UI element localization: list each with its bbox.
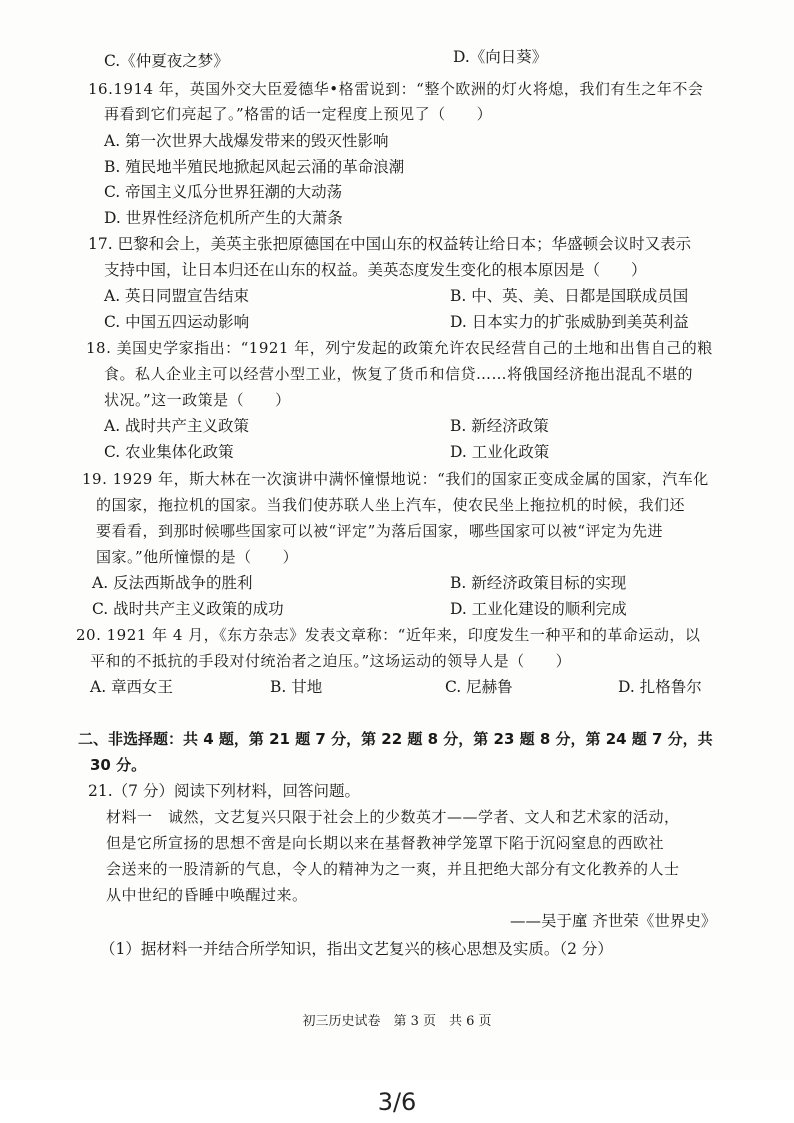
question-18-stem-line-1: 18. 美国史学家指出：“1921 年，列宁发起的政策允许农民经营自己的土地和出售自己的粮 [86,339,713,357]
question-20-stem-line-2: 平和的不抵抗的手段对付统治者之迫压。”这场运动的领导人是（ ） [90,652,572,670]
material-1-source: ——吴于廑 齐世荣《世界史》 [510,912,717,930]
top-option-d: D.《向日葵》 [453,48,548,66]
question-18-option-a: A. 战时共产主义政策 [104,417,250,435]
question-16-stem-line-1: 16.1914 年，英国外交大臣爱德华•格雷说到：“整个欧洲的灯火将熄，我们有生之年不会 [88,80,704,98]
question-18-stem-line-2: 食。私人企业主可以经营小型工业，恢复了货币和信贷……将俄国经济拖出混乱不堪的 [104,365,694,383]
question-19-option-b: B. 新经济政策目标的实现 [450,574,627,592]
question-20-option-d: D. 扎格鲁尔 [618,678,702,696]
material-1-line-1: 材料一 诚然，文艺复兴只限于社会上的少数英才——学者、文人和艺术家的活动， [106,808,680,826]
question-21-stem: 21.（7 分）阅读下列材料，回答问题。 [88,782,360,800]
question-19-stem-line-4: 国家。”他所憧憬的是（ ） [96,548,299,566]
question-16-option-d: D. 世界性经济危机所产生的大萧条 [104,209,343,227]
question-17-stem-line-1: 17. 巴黎和会上，美英主张把原德国在中国山东的权益转让给日本；华盛顿会议时又表示 [88,235,692,253]
page-footer: 初三历史试卷 第 3 页 共 6 页 [302,1014,492,1029]
question-18-option-b: B. 新经济政策 [450,417,549,435]
question-17-stem-line-2: 支持中国，让日本归还在山东的权益。美英态度发生变化的根本原因是（ ） [104,261,647,279]
question-16-option-a: A. 第一次世界大战爆发带来的毁灭性影响 [104,132,389,150]
question-19-option-a: A. 反法西斯战争的胜利 [92,574,253,592]
material-1-line-4: 从中世纪的昏睡中唤醒过来。 [106,886,308,904]
question-19-stem-line-3: 要看看，到那时候哪些国家可以被“评定”为落后国家，哪些国家可以被“评定为先进 [96,522,664,540]
question-20-option-b: B. 甘地 [270,678,323,696]
question-20-option-a: A. 章西女王 [90,678,174,696]
question-17-option-a: A. 英日同盟宣告结束 [104,287,250,305]
question-17-option-c: C. 中国五四运动影响 [104,313,250,331]
question-18-option-c: C. 农业集体化政策 [104,443,234,461]
question-19-option-d: D. 工业化建设的顺利完成 [450,600,627,618]
question-20-stem-line-1: 20. 1921 年 4 月，《东方杂志》发表文章称：“近年来，印度发生一种平和的革命运动，以 [76,626,701,644]
question-19-stem-line-1: 19. 1929 年，斯大林在一次演讲中满怀憧憬地说：“我们的国家正变成金属的国家，汽车化 [82,470,709,488]
question-17-option-b: B. 中、英、美、日都是国联成员国 [450,287,689,305]
question-17-option-d: D. 日本实力的扩张威胁到美英利益 [450,313,689,331]
section-2-header-line-2: 30 分。 [90,756,147,774]
question-16-option-c: C. 帝国主义瓜分世界狂潮的大动荡 [104,183,343,201]
top-option-c: C.《仲夏夜之梦》 [104,52,229,70]
question-18-stem-line-3: 状况。”这一政策是（ ） [104,391,291,409]
page-indicator: 3/6 [377,1088,417,1116]
question-19-option-c: C. 战时共产主义政策的成功 [92,600,284,618]
material-1-line-2: 但是它所宣扬的思想不啻是向长期以来在基督教神学笼罩下陷于沉闷窒息的西欧社 [106,834,665,852]
section-2-header-line-1: 二、非选择题：共 4 题，第 21 题 7 分，第 22 题 8 分，第 23 题 8 分，第 24 题 7 分，共 [78,730,713,748]
question-19-stem-line-2: 的国家，拖拉机的国家。当我们使苏联人坐上汽车，使农民坐上拖拉机的时候，我们还 [96,496,686,514]
question-16-stem-line-2: 再看到它们亮起了。”格雷的话一定程度上预见了（ ） [104,105,493,123]
question-20-option-c: C. 尼赫鲁 [445,678,513,696]
question-18-option-d: D. 工业化政策 [450,443,550,461]
question-16-option-b: B. 殖民地半殖民地掀起风起云涌的革命浪潮 [104,158,405,176]
question-21-subquestion-1: （1）据材料一并结合所学知识，指出文艺复兴的核心思想及实质。（2 分） [100,940,613,958]
material-1-line-3: 会送来的一股清新的气息，令人的精神为之一爽，并且把绝大部分有文化教养的人士 [106,860,680,878]
